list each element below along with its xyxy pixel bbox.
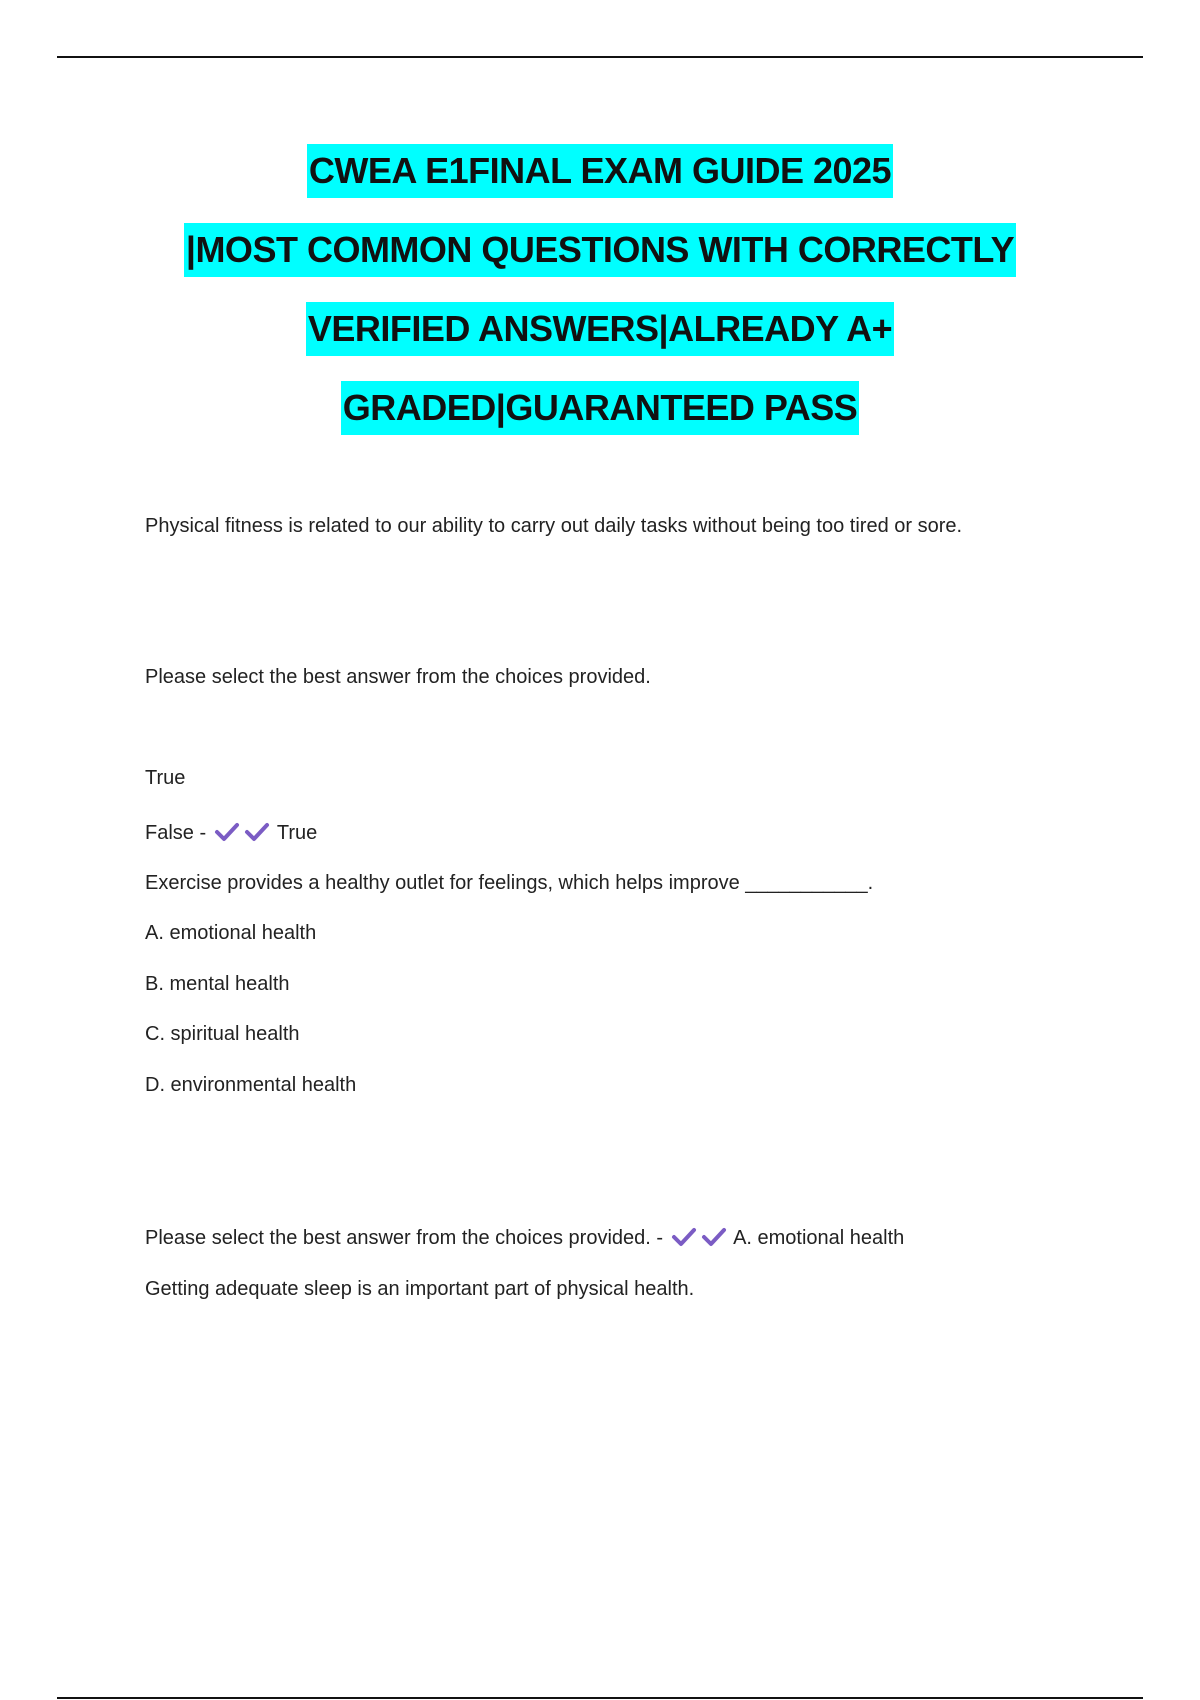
title-line-1 (0, 144, 1200, 223)
title-line-2 (0, 223, 1200, 302)
bottom-rule (57, 1697, 1143, 1699)
title-line-3-text: VERIFIED ANSWERS|ALREADY A+ (306, 302, 894, 356)
title-line-1-text: CWEA E1FINAL EXAM GUIDE 2025 (307, 144, 893, 198)
document-title (0, 144, 1200, 460)
answer-2-value: A. emotional health (733, 1227, 905, 1249)
check-icon (244, 822, 270, 842)
question-3: Getting adequate sleep is an important part of physical health. (145, 1278, 695, 1300)
option-true: True (145, 767, 186, 789)
check-icon (701, 1227, 727, 1247)
answer-1-prefix: False - (145, 822, 207, 844)
answer-1-value: True (276, 822, 318, 844)
title-line-4-text: GRADED|GUARANTEED PASS (341, 381, 859, 435)
title-line-3 (0, 302, 1200, 381)
instruction-1: Please select the best answer from the choices provided. (145, 666, 651, 688)
check-icon (671, 1227, 697, 1247)
answer-2 (145, 1225, 904, 1251)
option-a: A. emotional health (145, 922, 317, 944)
question-2: Exercise provides a healthy outlet for feelings, which helps improve ___________. (145, 872, 874, 894)
answer-2-prefix: Please select the best answer from the choices provided. - (145, 1227, 664, 1249)
question-1: Physical fitness is related to our ability to carry out daily tasks without being too tired or sore. (145, 515, 963, 537)
answer-1 (145, 820, 317, 846)
title-line-2-text: |MOST COMMON QUESTIONS WITH CORRECTLY (184, 223, 1016, 277)
option-c: C. spiritual health (145, 1023, 300, 1045)
check-icon (214, 822, 240, 842)
top-rule (57, 56, 1143, 58)
option-b: B. mental health (145, 973, 290, 995)
title-line-4 (0, 381, 1200, 460)
option-d: D. environmental health (145, 1074, 357, 1096)
